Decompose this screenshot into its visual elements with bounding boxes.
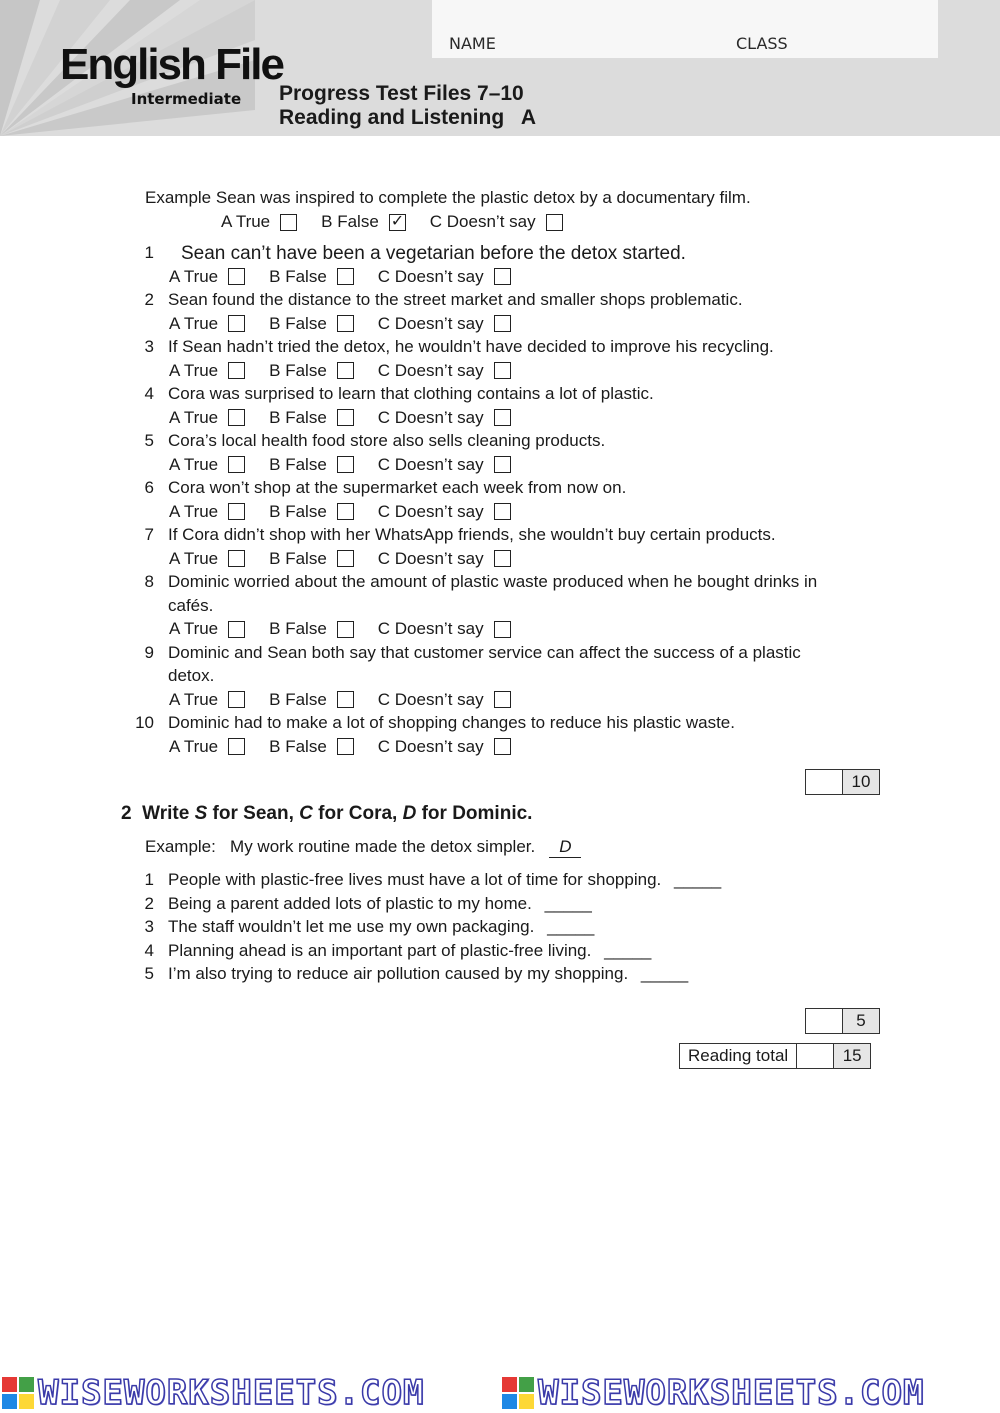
option-label: B False bbox=[269, 548, 327, 568]
heading-part: S bbox=[194, 803, 208, 824]
page-header bbox=[0, 0, 1000, 136]
score-max: 5 bbox=[843, 1009, 879, 1033]
option-label: B False bbox=[269, 360, 327, 380]
total-max: 15 bbox=[834, 1044, 870, 1068]
checkbox[interactable] bbox=[494, 268, 511, 285]
option-c bbox=[378, 314, 535, 334]
option-a bbox=[169, 502, 269, 522]
question-options bbox=[169, 502, 535, 522]
option-a bbox=[169, 267, 269, 287]
question-options bbox=[169, 737, 535, 757]
watermark-part bbox=[0, 1373, 500, 1413]
question-text: Sean can’t have been a vegetarian before the detox started. bbox=[181, 243, 686, 264]
option-label: C Doesn’t say bbox=[377, 619, 484, 638]
option-label: B False bbox=[269, 689, 327, 709]
checkbox[interactable] bbox=[280, 214, 297, 231]
reading-total-box bbox=[679, 1043, 871, 1069]
test-title-line2: Reading and Listening A bbox=[279, 106, 537, 129]
watermark-text: WISEWORKSHEETS.COM bbox=[38, 1372, 425, 1413]
checkbox[interactable] bbox=[337, 503, 354, 520]
question-number: 2 bbox=[144, 290, 154, 309]
example-options bbox=[221, 212, 587, 232]
question-options bbox=[169, 690, 535, 710]
option-label: A True bbox=[169, 501, 219, 521]
option-a bbox=[169, 690, 269, 710]
option-c bbox=[378, 361, 535, 381]
checkbox[interactable] bbox=[494, 621, 511, 638]
checkbox[interactable] bbox=[494, 315, 511, 332]
option-label: A True bbox=[169, 407, 219, 427]
option-b bbox=[269, 408, 378, 428]
checkbox[interactable] bbox=[546, 214, 563, 231]
section1-score-box bbox=[805, 769, 880, 795]
checkbox[interactable] bbox=[228, 268, 245, 285]
checkbox[interactable] bbox=[228, 621, 245, 638]
option-label: B False bbox=[269, 736, 327, 756]
item-text: I’m also trying to reduce air pollution caused by my shopping. bbox=[168, 964, 629, 983]
option-c bbox=[378, 502, 535, 522]
item-number: 4 bbox=[144, 940, 154, 960]
item-row bbox=[168, 894, 592, 914]
checkbox[interactable] bbox=[494, 409, 511, 426]
test-title bbox=[279, 82, 536, 130]
question-options bbox=[169, 314, 535, 334]
option-b bbox=[269, 619, 378, 639]
example-sentence: Example Sean was inspired to complete the plastic detox by a documentary film. bbox=[145, 188, 751, 207]
option-a bbox=[169, 619, 269, 639]
section2-score-box bbox=[805, 1008, 880, 1034]
example-label: Example: bbox=[145, 837, 216, 856]
example-option-c bbox=[430, 212, 587, 232]
question-text: Dominic worried about the amount of plastic waste produced when he bought drinks in bbox=[168, 572, 818, 591]
option-a bbox=[169, 361, 269, 381]
option-label: A True bbox=[169, 360, 219, 380]
question-number: 10 bbox=[135, 713, 154, 732]
answer-blank[interactable]: _____ bbox=[547, 917, 595, 936]
question-options bbox=[169, 361, 535, 381]
heading-part: Write bbox=[142, 803, 195, 824]
checkbox[interactable] bbox=[494, 503, 511, 520]
example-option-a bbox=[221, 212, 321, 232]
answer-blank[interactable]: _____ bbox=[604, 940, 652, 960]
option-label: B False bbox=[269, 501, 327, 521]
name-class-box bbox=[432, 0, 938, 58]
question-options bbox=[169, 619, 535, 639]
option-label: C Doesn’t say bbox=[429, 212, 536, 231]
question-number: 4 bbox=[144, 384, 154, 403]
example-answer: D bbox=[549, 837, 581, 858]
checkbox[interactable] bbox=[228, 738, 245, 755]
checkbox[interactable] bbox=[337, 315, 354, 332]
checkbox[interactable] bbox=[228, 315, 245, 332]
class-label: CLASS bbox=[736, 34, 788, 53]
checkbox[interactable] bbox=[337, 409, 354, 426]
option-c bbox=[378, 267, 535, 287]
checkbox[interactable] bbox=[494, 691, 511, 708]
section-number: 2 bbox=[121, 803, 132, 824]
section2-heading bbox=[121, 803, 532, 825]
question-text: Dominic had to make a lot of shopping changes to reduce his plastic waste. bbox=[168, 713, 735, 732]
checkbox[interactable] bbox=[337, 550, 354, 567]
option-label: B False bbox=[269, 619, 327, 638]
heading-part: for Sean, bbox=[207, 803, 300, 824]
question-number: 3 bbox=[144, 337, 154, 356]
checkbox[interactable] bbox=[228, 456, 245, 473]
option-b bbox=[269, 690, 378, 710]
heading-part: for Dominic. bbox=[416, 803, 533, 824]
question-text-continued: cafés. bbox=[168, 595, 214, 615]
checkbox[interactable] bbox=[494, 456, 511, 473]
answer-blank[interactable]: _____ bbox=[673, 870, 722, 889]
option-b bbox=[269, 502, 378, 522]
option-label: C Doesn’t say bbox=[377, 360, 484, 380]
item-row bbox=[168, 917, 594, 937]
option-b bbox=[269, 549, 378, 569]
item-row bbox=[168, 964, 688, 984]
item-text: Planning ahead is an important part of plastic-free living. bbox=[168, 940, 592, 960]
option-label: A True bbox=[169, 266, 219, 286]
question-number: 7 bbox=[144, 525, 154, 544]
option-label: C Doesn’t say bbox=[377, 501, 484, 521]
item-text: The staff wouldn’t let me use my own packaging. bbox=[168, 917, 535, 936]
question-text: Cora was surprised to learn that clothing contains a lot of plastic. bbox=[168, 384, 654, 403]
reading-total-label: Reading total bbox=[680, 1044, 797, 1068]
watermark-part bbox=[500, 1373, 1000, 1413]
answer-blank[interactable]: _____ bbox=[640, 964, 689, 983]
option-b bbox=[269, 455, 378, 475]
item-text: Being a parent added lots of plastic to my home. bbox=[168, 893, 532, 913]
question-options bbox=[169, 408, 535, 428]
test-title-line1: Progress Test Files 7–10 bbox=[279, 82, 524, 105]
option-label: B False bbox=[321, 212, 379, 231]
total-input[interactable] bbox=[797, 1044, 834, 1068]
checkbox[interactable] bbox=[337, 362, 354, 379]
question-number: 5 bbox=[144, 431, 154, 450]
question-number: 8 bbox=[144, 572, 154, 591]
option-b bbox=[269, 361, 378, 381]
item-number: 5 bbox=[144, 964, 154, 983]
answer-blank[interactable]: _____ bbox=[544, 893, 592, 913]
watermark-text: WISEWORKSHEETS.COM bbox=[538, 1372, 925, 1413]
section2-example bbox=[145, 837, 581, 858]
example-text: My work routine made the detox simpler. bbox=[230, 837, 536, 856]
item-number: 1 bbox=[144, 870, 154, 889]
item-text: People with plastic-free lives must have a lot of time for shopping. bbox=[168, 870, 662, 889]
question-text: Sean found the distance to the street market and smaller shops problematic. bbox=[168, 290, 743, 309]
option-label: A True bbox=[169, 736, 219, 756]
checkbox[interactable] bbox=[228, 550, 245, 567]
question-text: If Cora didn’t shop with her WhatsApp friends, she wouldn’t buy certain products. bbox=[168, 525, 776, 544]
logo-subtitle: Intermediate bbox=[131, 90, 242, 108]
name-label: NAME bbox=[449, 34, 496, 53]
question-options bbox=[169, 455, 535, 475]
watermark-banner bbox=[0, 1372, 1000, 1413]
option-b bbox=[269, 267, 378, 287]
item-number: 2 bbox=[144, 893, 154, 913]
checkbox[interactable] bbox=[494, 550, 511, 567]
score-input[interactable] bbox=[806, 1009, 843, 1033]
option-label: C Doesn’t say bbox=[377, 736, 484, 756]
option-label: A True bbox=[169, 313, 219, 333]
item-number: 3 bbox=[144, 917, 154, 936]
question-options bbox=[169, 267, 535, 287]
wise-logo-icon bbox=[500, 1375, 536, 1411]
option-label: B False bbox=[269, 407, 327, 427]
option-c bbox=[378, 549, 535, 569]
option-label: A True bbox=[169, 548, 219, 568]
option-label: C Doesn’t say bbox=[377, 689, 484, 709]
option-b bbox=[269, 737, 378, 757]
question-text: Dominic and Sean both say that customer service can affect the success of a plastic bbox=[168, 642, 801, 662]
option-c bbox=[378, 619, 535, 639]
question-number: 6 bbox=[144, 478, 154, 497]
question-options bbox=[169, 549, 535, 569]
item-row bbox=[168, 941, 651, 961]
wise-logo-icon bbox=[0, 1375, 36, 1411]
item-row bbox=[168, 870, 721, 890]
example-option-b bbox=[321, 212, 430, 232]
checkbox[interactable] bbox=[228, 409, 245, 426]
checkbox[interactable] bbox=[337, 621, 354, 638]
checkmark-icon: ✓ bbox=[390, 212, 405, 230]
option-a bbox=[169, 549, 269, 569]
option-label: C Doesn’t say bbox=[377, 266, 484, 286]
question-text: Cora’s local health food store also sells cleaning products. bbox=[168, 431, 606, 450]
checkbox-checked[interactable] bbox=[389, 214, 406, 231]
checkbox[interactable] bbox=[337, 738, 354, 755]
option-label: A True bbox=[169, 454, 219, 474]
checkbox[interactable] bbox=[494, 738, 511, 755]
question-text: If Sean hadn’t tried the detox, he wouldn’t have decided to improve his recycling. bbox=[168, 337, 774, 356]
option-a bbox=[169, 737, 269, 757]
option-b bbox=[269, 314, 378, 334]
option-label: A True bbox=[169, 619, 219, 638]
checkbox[interactable] bbox=[494, 362, 511, 379]
checkbox[interactable] bbox=[337, 268, 354, 285]
logo-title: English File bbox=[60, 40, 283, 89]
option-label: C Doesn’t say bbox=[377, 313, 484, 333]
option-label: B False bbox=[269, 454, 327, 474]
option-label: C Doesn’t say bbox=[377, 407, 484, 427]
heading-part: D bbox=[402, 803, 417, 824]
option-label: A True bbox=[221, 212, 271, 231]
option-label: C Doesn’t say bbox=[377, 548, 484, 568]
option-a bbox=[169, 408, 269, 428]
option-a bbox=[169, 455, 269, 475]
question-text-continued: detox. bbox=[168, 666, 215, 685]
option-c bbox=[378, 408, 535, 428]
option-label: B False bbox=[269, 313, 327, 333]
checkbox[interactable] bbox=[337, 691, 354, 708]
option-c bbox=[378, 690, 535, 710]
checkbox[interactable] bbox=[337, 456, 354, 473]
question-number: 9 bbox=[144, 642, 154, 662]
option-label: B False bbox=[269, 266, 327, 286]
question-number: 1 bbox=[144, 243, 154, 262]
option-c bbox=[378, 455, 535, 475]
heading-part: for Cora, bbox=[312, 803, 403, 824]
score-max: 10 bbox=[843, 770, 879, 794]
option-label: A True bbox=[169, 689, 219, 709]
score-input[interactable] bbox=[806, 770, 843, 794]
option-label: C Doesn’t say bbox=[377, 454, 484, 474]
option-a bbox=[169, 314, 269, 334]
checkbox[interactable] bbox=[228, 691, 245, 708]
option-c bbox=[378, 737, 535, 757]
heading-part: C bbox=[299, 803, 313, 824]
question-text: Cora won’t shop at the supermarket each week from now on. bbox=[168, 478, 627, 497]
checkbox[interactable] bbox=[228, 503, 245, 520]
checkbox[interactable] bbox=[228, 362, 245, 379]
